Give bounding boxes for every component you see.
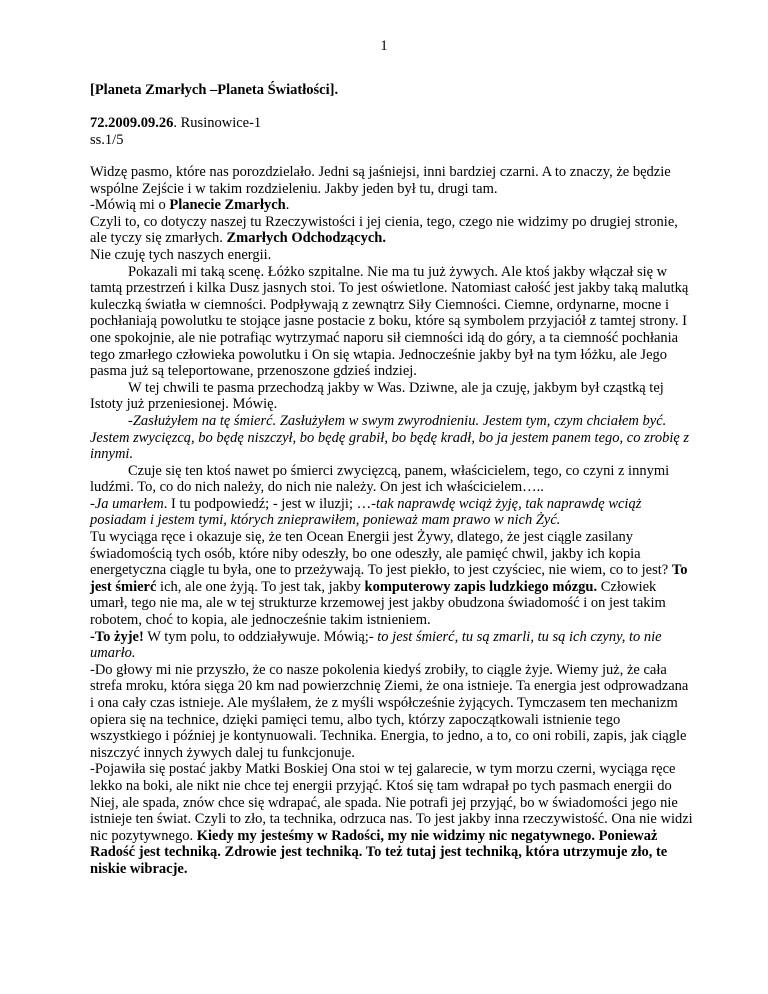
meta-ref: 72.2009.09.26 [90,115,174,131]
paragraph: Czuje się ten ktoś nawet po śmierci zwycięzcą, panem, właścicielem, tego, co czyni z innymi ludźmi. To, co do nich należy, do nich nie należy. On jest ich właścicielem….. [90,462,670,496]
page-number: 1 [380,38,388,54]
meta-pages: ss.1/5 [90,131,124,148]
paragraph: -Pojawiła się postać jakby Matki Boskiej Ona stoi w tej galarecie, w tym morzu czerni, wyciąga ręce lekko na boki, ale nikt nie chce tej energii przyjąć. Ktoś się tam wdrapał po tych pasmach energii do Niej, ale spada, znów chce się wdrapać, ale spada. Nie potrafi jej przyjąć, bo w świadomości jego nie istnieje ten świat. Czyli to zło, ta technika, odrzuca nas. To jest jakby inna rzeczywistość. Ona nie widzi nic pozytywnego. Kiedy my jesteśmy w Radości, my nie widzimy nic negatywnego. Ponieważ Radość jest techniką. Zdrowie jest techniką. To też tutaj jest techniką, która utrzymuje zło, te niskie wibracje. [90,761,693,877]
paragraph: Tu wyciąga ręce i okazuje się, że ten Ocean Energii jest Żywy, dlatego, że jest ciągle zasilany świadomością tych osób, które niby odeszły, bo one odeszły, ale pamięć chwil, jakby ich kopia energetyczna ciągle tu była, one to przeżywają. To jest piekło, to jest czyściec, nie wiem, co to jest? To jest śmierć ich, ale one żyją. To jest tak, jakby komputerowy zapis ludzkiego mózgu. Człowiek umarł, tego nie ma, ale w tej strukturze krzemowej jest jakby obudzona świadomość i on jest takim robotem, choć to kopia, ale jednocześnie takim istnieniem. [90,529,688,629]
document-meta [90,115,261,148]
paragraph: Widzę pasmo, które nas porozdzielało. Jedni są jaśniejsi, inni bardziej czarni. A to znaczy, że będzie wspólne Zejście i w takim rozdzieleniu. Jakby jeden był tu, drugi tam. [90,164,671,197]
paragraph: Czyli to, co dotyczy naszej tu Rzeczywistości i jej cienia, tego, czego nie widzimy po drugiej stronie, ale tyczy się zmarłych. Zmarłych Odchodzących. [90,213,678,247]
paragraph: Nie czuję tych naszych energii. [90,246,272,263]
paragraph: W tej chwili te pasma przechodzą jakby w Was. Dziwne, ale ja czuję, jakbym był cząstką tej Istoty już przeniesionej. Mówię. [90,379,664,413]
paragraph: -Do głowy mi nie przyszło, że co nasze pokolenia kiedyś zrobiły, to ciągle żyje. Wiemy już, że cała strefa mroku, która sięga 20 km nad powierzchnię Ziemi, że ona istnieje. Ta energia jest odprowadzana i ona cały czas istnieje. Ale myślałem, że z myśli współcześnie żyjących. Tymczasem ten mechanizm opiera się na technice, dzięki pamięci temu, albo tych, którzy zapoczątkowali istnienie tego wszystkiego i później je kontynuowali. Technika. Energia, to jedno, a to, co oni robili, zapis, jak ciągle niszczyć innych żywych dalej tu funkcjonuje. [90,661,689,761]
meta-place: . Rusinowice-1 [173,115,262,131]
paragraph: -To żyje! W tym polu, to oddziaływuje. Mówią;- to jest śmierć, tu są zmarli, tu są ich czyny, to nie umarło. [90,628,662,662]
paragraph: Pokazali mi taką scenę. Łóżko szpitalne. Nie ma tu już żywych. Ale ktoś jakby włączał się w tamtą przestrzeń i kilka Dusz jasnych stoi. To jest oświetlone. Natomiast całość jest jakby taką malutką kuleczką światła w ciemności. Podpływają z zewnątrz Siły Ciemności. Ciemne, ordynarne, mocne i pochłaniają powolutku te stojące jasne postacie z boku, które są symbolem przyjaciół z tamtej strony. I one spokojnie, ale nie potrafiąc wytrzymać naporu sił ciemności idą do góry, a ta ciemność pochłania tego zmarłego człowieka powolutku i On się wtapia. Jednocześnie jakby był na tym łóżku, ale Jego pasma już są teleportowane, przenoszone gdzieś indziej. [90,263,689,380]
paragraph: -Zasłużyłem na tę śmierć. Zasłużyłem w swym zwyrodnieniu. Jestem tym, czym chciałem być. Jestem zwycięzcą, bo będę niszczył, bo będę grabił, bo będę kradł, bo ja jestem panem tego, co zrobię z innymi. [90,412,690,463]
document-body [90,164,694,878]
document-title: [Planeta Zmarłych –Planeta Światłości]. [90,82,339,98]
paragraph: -Ja umarłem. I tu podpowiedź; - jest w iluzji; …-tak naprawdę wciąż żyję, tak naprawdę wciąż posiadam i jestem tymi, których znieprawiłem, ponieważ mam prawo w nich Żyć. [90,495,642,529]
paragraph: -Mówią mi o Planecie Zmarłych. [90,197,290,214]
